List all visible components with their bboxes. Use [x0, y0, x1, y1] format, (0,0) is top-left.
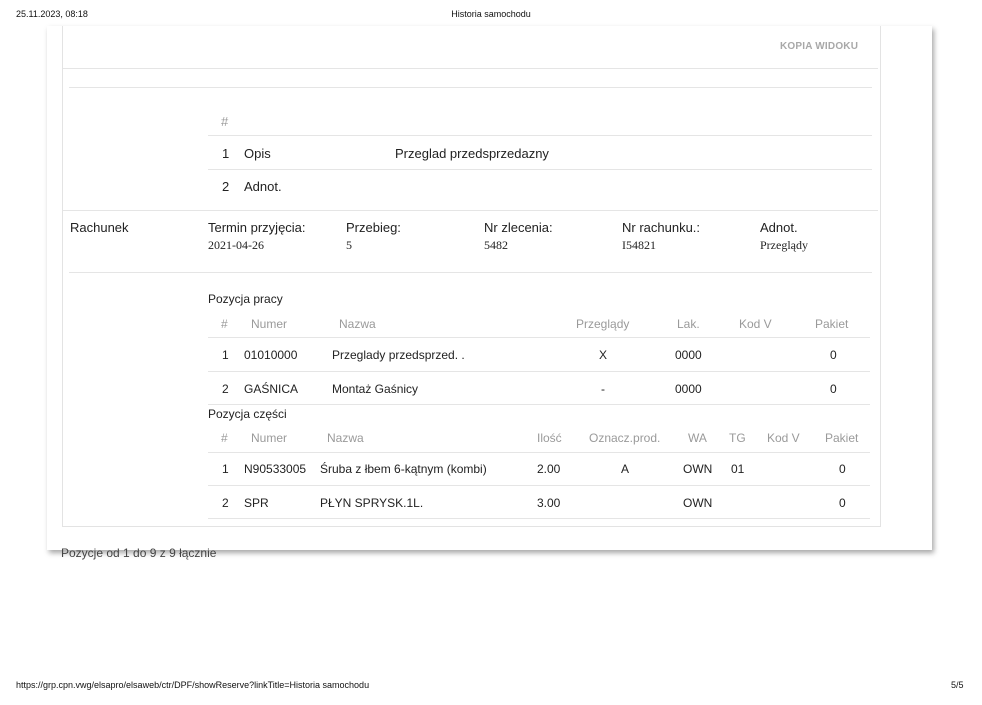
czesci-row-tg: 01 [731, 462, 745, 476]
desc-row-number: 2 [222, 179, 230, 194]
nr-zlecenia-label: Nr zlecenia: [484, 220, 553, 235]
divider [63, 210, 878, 211]
nr-rachunku-value: I54821 [622, 238, 656, 252]
praca-header-kodv: Kod V [739, 317, 772, 331]
desc-row-label: Adnot. [244, 179, 282, 194]
praca-row-lak: 0000 [675, 348, 702, 362]
print-datetime: 25.11.2023, 08:18 [16, 9, 88, 19]
czesci-row-pakiet: 0 [839, 496, 846, 510]
przebieg-value: 5 [346, 238, 352, 252]
praca-header-pakiet: Pakiet [815, 317, 849, 331]
praca-row-nazwa: Przeglady przedsprzed. . [332, 348, 465, 362]
praca-row-number: 1 [222, 348, 229, 362]
desc-row-value: Przeglad przedsprzedazny [395, 146, 549, 161]
czesci-header-nazwa: Nazwa [327, 431, 364, 445]
czesci-row-numer: N90533005 [244, 462, 307, 476]
divider [208, 135, 872, 136]
czesci-header-pakiet: Pakiet [825, 431, 859, 445]
czesci-header-tg: TG [729, 431, 746, 445]
kopia-widoku-button[interactable]: KOPIA WIDOKU [780, 41, 859, 52]
nr-zlecenia-value: 5482 [484, 238, 508, 252]
termin-label: Termin przyjęcia: [208, 220, 306, 235]
divider [69, 272, 872, 273]
przebieg-label: Przebieg: [346, 220, 401, 235]
czesci-row-number: 2 [222, 496, 229, 510]
czesci-row-nazwa: Śruba z łbem 6-kątnym (kombi) [320, 462, 487, 476]
praca-header-numer: Numer [251, 317, 288, 331]
adnot-value: Przeglądy [760, 238, 808, 252]
divider [208, 169, 872, 170]
czesci-row-oznacz: A [621, 462, 630, 476]
czesci-header-numer: Numer [251, 431, 288, 445]
praca-row-lak: 0000 [675, 382, 702, 396]
czesci-header-hash: # [221, 431, 228, 445]
divider [63, 68, 878, 69]
print-page-number: 5/5 [951, 680, 964, 690]
czesci-row-number: 1 [222, 462, 229, 476]
print-title: Historia samochodu [451, 9, 531, 19]
pagination-summary: Pozycje od 1 do 9 z 9 łącznie [61, 546, 217, 560]
adnot-label: Adnot. [760, 220, 798, 235]
czesci-header-ilosc: Ilość [537, 431, 562, 445]
praca-header-hash: # [221, 317, 228, 331]
praca-row-nazwa: Montaż Gaśnicy [332, 382, 419, 396]
praca-row-number: 2 [222, 382, 229, 396]
divider [208, 452, 870, 453]
czesci-row-ilosc: 2.00 [537, 462, 561, 476]
divider [69, 87, 872, 88]
rachunek-section-label: Rachunek [70, 220, 129, 235]
praca-row-pakiet: 0 [830, 382, 837, 396]
praca-row-przeglady: X [599, 348, 608, 362]
print-url: https://grp.cpn.vwg/elsapro/elsaweb/ctr/DPF/showReserve?linkTitle=Historia samochodu [16, 680, 370, 690]
nr-rachunku-label: Nr rachunku.: [622, 220, 701, 235]
czesci-row-nazwa: PŁYN SPRYSK.1L. [320, 496, 424, 510]
czesci-header-kodv: Kod V [767, 431, 800, 445]
czesci-row-wa: OWN [683, 462, 713, 476]
divider [208, 337, 870, 338]
praca-row-numer: GAŚNICA [244, 382, 299, 396]
pozycja-pracy-title: Pozycja pracy [208, 292, 283, 306]
praca-header-lak: Lak. [677, 317, 700, 331]
termin-value: 2021-04-26 [208, 238, 264, 252]
czesci-header-oznacz: Oznacz.prod. [589, 431, 661, 445]
praca-row-przeglady: - [601, 382, 605, 396]
czesci-row-pakiet: 0 [839, 462, 846, 476]
praca-header-przeglady: Przeglądy [576, 317, 630, 331]
praca-header-nazwa: Nazwa [339, 317, 376, 331]
praca-row-pakiet: 0 [830, 348, 837, 362]
desc-row-label: Opis [244, 146, 271, 161]
pozycja-czesci-title: Pozycja części [208, 407, 287, 421]
divider [208, 404, 870, 405]
divider [208, 371, 870, 372]
czesci-header-wa: WA [688, 431, 707, 445]
czesci-row-ilosc: 3.00 [537, 496, 561, 510]
divider [208, 518, 870, 519]
desc-hash-header: # [221, 114, 229, 129]
czesci-row-wa: OWN [683, 496, 713, 510]
czesci-row-numer: SPR [244, 496, 269, 510]
divider [208, 485, 870, 486]
desc-row-number: 1 [222, 146, 230, 161]
praca-row-numer: 01010000 [244, 348, 298, 362]
